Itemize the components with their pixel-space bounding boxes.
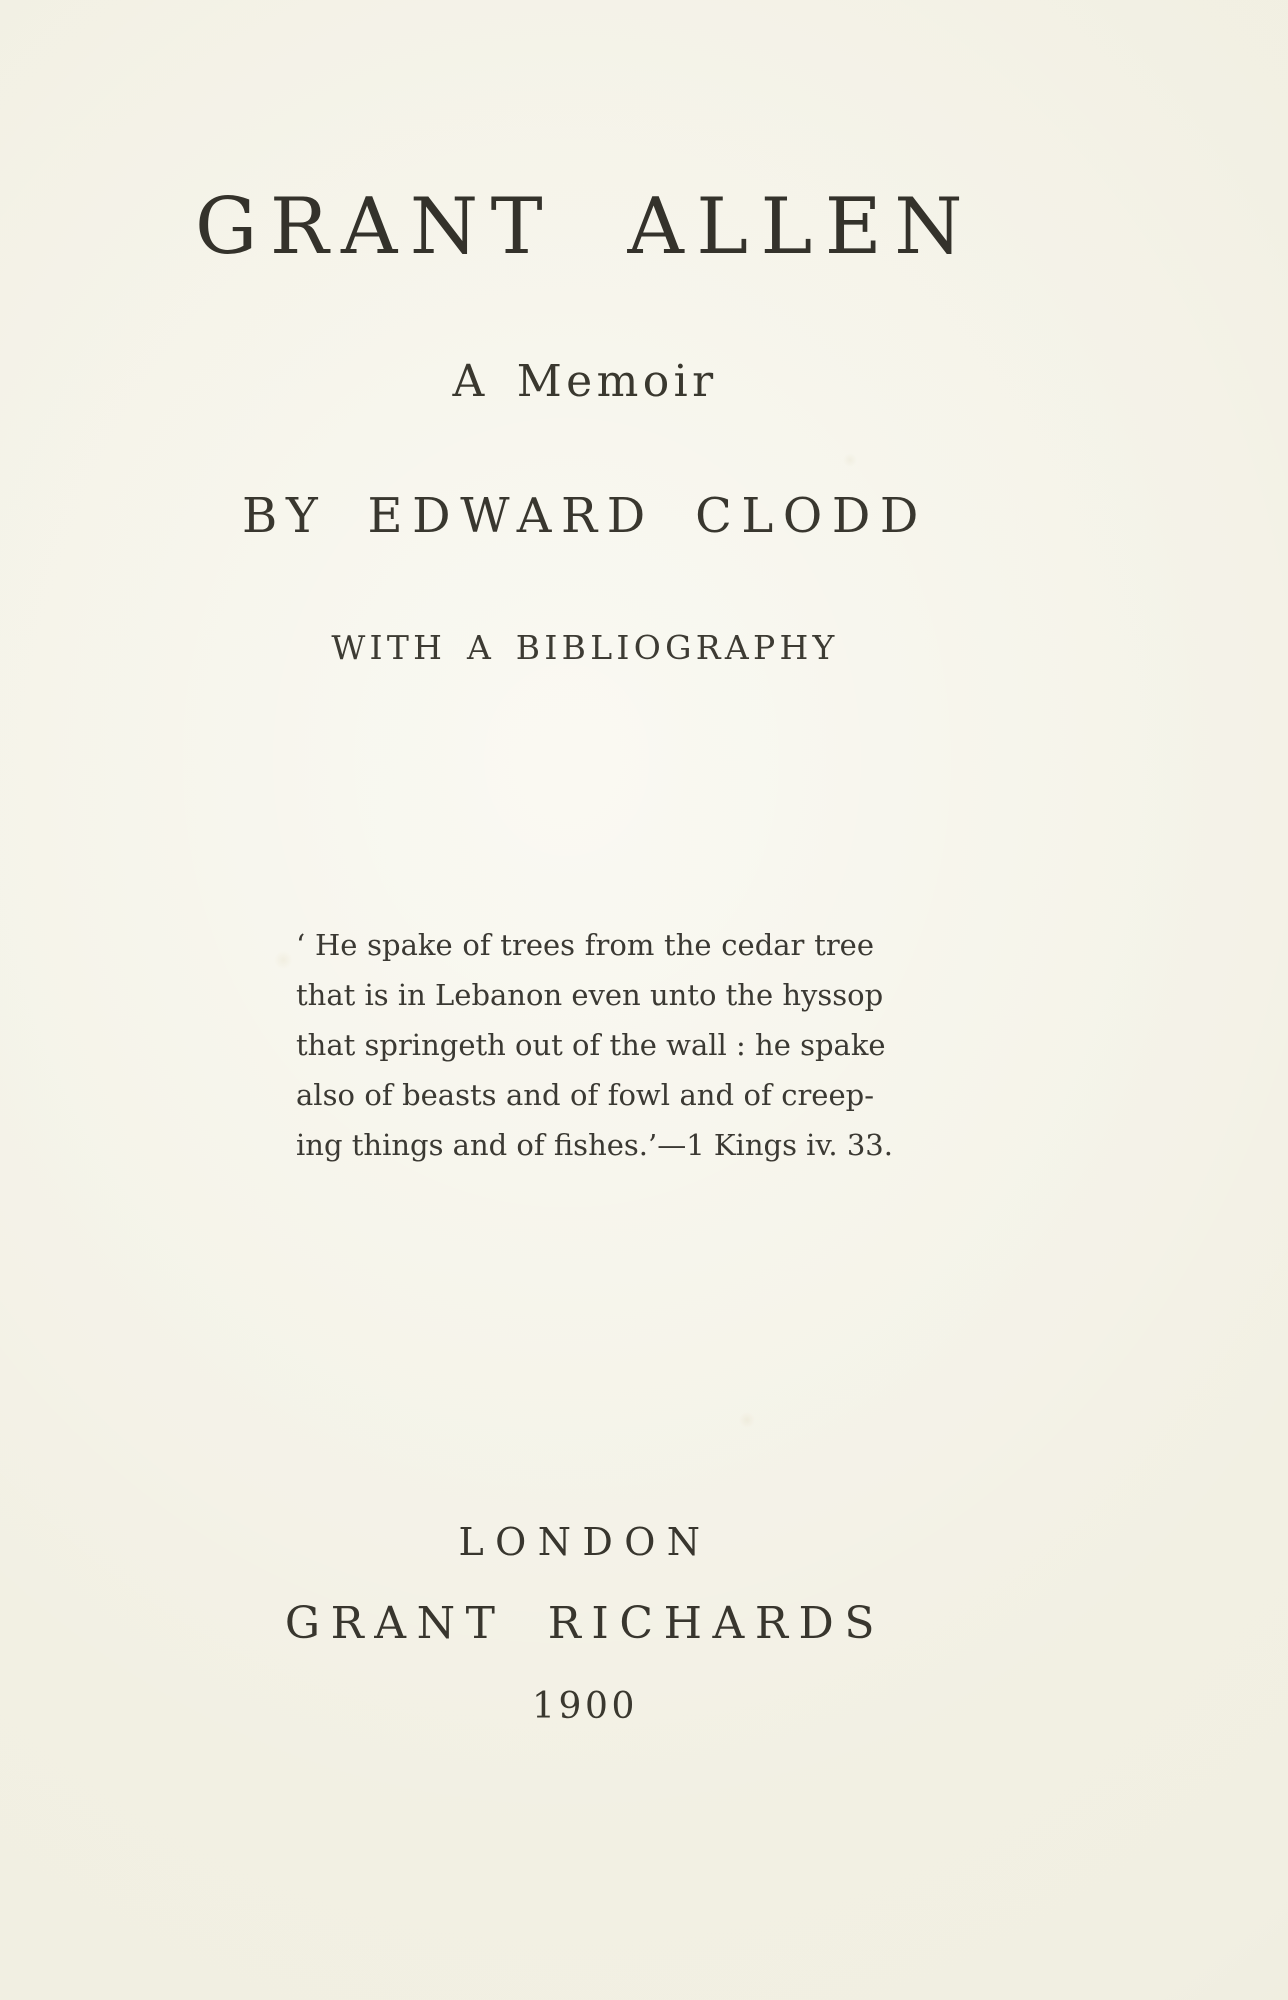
imprint-city: LONDON bbox=[458, 1520, 712, 1564]
book-subtitle: A Memoir bbox=[452, 356, 718, 407]
epigraph-line-3: that springeth out of the wall : he spake bbox=[296, 1028, 886, 1062]
imprint-publisher: GRANT RICHARDS bbox=[284, 1598, 886, 1649]
book-title: GRANT ALLEN bbox=[195, 182, 975, 272]
epigraph-line-2: that is in Lebanon even unto the hyssop bbox=[296, 978, 884, 1012]
epigraph-line-1: ‘ He spake of trees from the cedar tree bbox=[296, 928, 874, 962]
imprint-year: 1900 bbox=[531, 1686, 639, 1727]
epigraph-line-4: also of beasts and of fowl and of creep- bbox=[296, 1078, 874, 1112]
author-line: BY EDWARD CLODD bbox=[241, 488, 929, 544]
epigraph-quote bbox=[296, 920, 893, 1170]
bibliography-note: WITH A BIBLIOGRAPHY bbox=[331, 628, 839, 667]
epigraph-line-5: ing things and of fishes.’—1 Kings iv. 33. bbox=[296, 1128, 893, 1162]
